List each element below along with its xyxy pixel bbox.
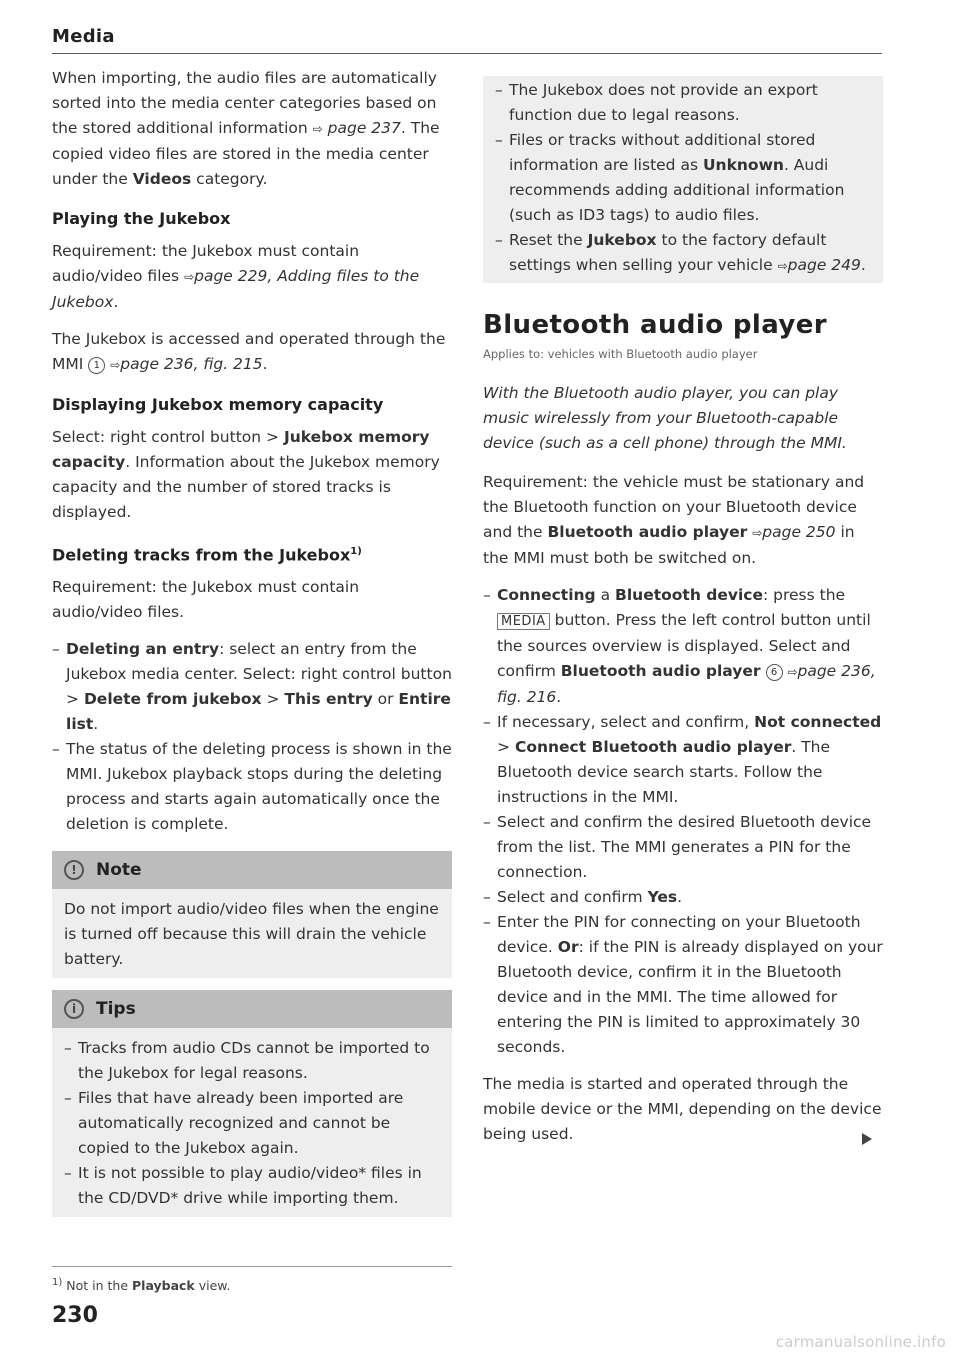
exclamation-icon: ! — [64, 860, 84, 880]
page-ref-link[interactable]: ⇨page 250 — [752, 523, 835, 541]
section-heading-playing: Playing the Jukebox — [52, 209, 231, 228]
list-item: – Connecting a Bluetooth device: press the MEDIA button. Press the left control button until the sources overview is displayed. Select and confirm Bluetooth audio player 6 ⇨page 236, fig. 216. — [483, 583, 883, 710]
arrow-right-icon: ⇨ — [184, 270, 195, 284]
list-item: – It is not possible to play audio/video* files in the CD/DVD* drive while importing them. — [64, 1161, 440, 1211]
watermark: carmanualsonline.info — [775, 1333, 946, 1351]
bluetooth-intro: With the Bluetooth audio player, you can play music wirelessly from your Bluetooth-capable device (such as a cell phone) through the MMI. — [483, 384, 847, 452]
closing-paragraph: The media is started and operated through the mobile device or the MMI, depending on the device being used. — [483, 1075, 882, 1143]
list-item: – The status of the deleting process is shown in the MMI. Jukebox playback stops during the deleting process and starts again automatically once the deletion is complete. — [52, 737, 452, 837]
page-ref-link[interactable]: ⇨page 236, fig. 215 — [110, 355, 262, 373]
arrow-right-icon: ⇨ — [312, 122, 323, 136]
continue-arrow-icon — [862, 1133, 872, 1145]
footnote: $^{1)}$ Not in the Playback view. — [52, 1277, 231, 1294]
playing-access: The Jukebox is accessed and operated through the MMI 1 ⇨page 236, fig. 215. — [52, 327, 452, 378]
intro-text: When importing, the audio files are automatically sorted into the media center categories based on the stored additional information — [52, 69, 437, 137]
list-item: – Tracks from audio CDs cannot be imported to the Jukebox for legal reasons. — [64, 1036, 440, 1086]
page-ref-link[interactable]: ⇨page 236, fig. 216 — [497, 662, 876, 706]
page-ref-link[interactable]: ⇨ page 237 — [313, 119, 401, 137]
arrow-right-icon: ⇨ — [777, 259, 788, 273]
list-item: – Select and confirm Yes. — [483, 885, 883, 910]
info-icon: i — [64, 999, 84, 1019]
tips-header: i Tips — [52, 990, 452, 1028]
list-item: – The Jukebox does not provide an export function due to legal reasons. — [495, 78, 873, 128]
deleting-requirement: Requirement: the Jukebox must contain audio/video files. — [52, 578, 360, 622]
list-item: – Files or tracks without additional stored information are listed as Unknown. Audi recommends adding additional information (such as ID3 tags) to audio files. — [495, 128, 873, 228]
footnote-marker: 1) — [350, 546, 362, 557]
media-key-label: MEDIA — [497, 613, 550, 630]
memory-paragraph: Select: right control button > Jukebox memory capacity. Information about the Jukebox memory capacity and the number of stored tracks is displayed. — [52, 428, 440, 521]
bluetooth-steps — [483, 583, 883, 1060]
playing-requirement: Requirement: the Jukebox must contain audio/video files ⇨page 229, Adding files to the Jukebox. — [52, 242, 420, 311]
page-ref-link[interactable]: ⇨page 229, Adding files to the Jukebox — [52, 267, 420, 311]
list-item: – Select and confirm the desired Bluetooth device from the list. The MMI generates a PIN for the connection. — [483, 810, 883, 885]
list-item: – Reset the Jukebox to the factory default settings when selling your vehicle ⇨page 249. — [495, 228, 873, 279]
section-heading-deleting: Deleting tracks from the Jukebox$^{1)}$ — [52, 545, 362, 565]
list-item: – Enter the PIN for connecting on your Bluetooth device. Or: if the PIN is already displayed on your Bluetooth device, confirm it in the Bluetooth device and in the MMI. The time allowed for entering the PIN is limited to approximately 30 seconds. — [483, 910, 883, 1060]
deleting-steps — [52, 637, 452, 837]
arrow-right-icon: ⇨ — [752, 526, 763, 540]
tips-continued-box — [483, 76, 883, 283]
arrow-right-icon: ⇨ — [787, 665, 798, 679]
arrow-right-icon: ⇨ — [110, 358, 121, 372]
note-box — [52, 851, 452, 978]
list-item: – If necessary, select and confirm, Not connected > Connect Bluetooth audio player. The Bluetooth device search starts. Follow the instructions in the MMI. — [483, 710, 883, 810]
callout-number-icon: 6 — [766, 664, 783, 681]
intro-paragraph: When importing, the audio files are automatically sorted into the media center categories based on the stored additional information ⇨ page 237. The copied video files are stored in the media center under the Videos category. — [52, 69, 440, 188]
section-heading-memory: Displaying Jukebox memory capacity — [52, 395, 384, 414]
page-ref-link[interactable]: ⇨page 249 — [778, 256, 861, 274]
callout-number-icon: 1 — [88, 357, 105, 374]
right-column — [483, 76, 883, 1159]
left-column — [52, 66, 452, 1229]
bluetooth-requirement: Requirement: the vehicle must be stationary and the Bluetooth function on your Bluetooth device and the Bluetooth audio player ⇨page 250 in the MMI must both be switched on. — [483, 473, 865, 567]
tips-continued-list — [495, 78, 873, 279]
tips-box — [52, 990, 452, 1217]
tips-list — [64, 1036, 440, 1211]
section-heading-bluetooth: Bluetooth audio player — [483, 310, 827, 340]
footnote-rule — [52, 1266, 452, 1267]
list-item: – Files that have already been imported are automatically recognized and cannot be copied to the Jukebox again. — [64, 1086, 440, 1161]
page-number: 230 — [52, 1303, 98, 1328]
page-header-title: Media — [52, 26, 115, 47]
header-rule — [52, 53, 882, 54]
list-item: – Deleting an entry: select an entry from the Jukebox media center. Select: right control button > Delete from jukebox > This entry or Entire list. — [52, 637, 452, 737]
note-header: ! Note — [52, 851, 452, 889]
applies-to-text: Applies to: vehicles with Bluetooth audio player — [483, 347, 758, 361]
note-text: Do not import audio/video files when the engine is turned off because this will drain the vehicle battery. — [64, 900, 439, 969]
